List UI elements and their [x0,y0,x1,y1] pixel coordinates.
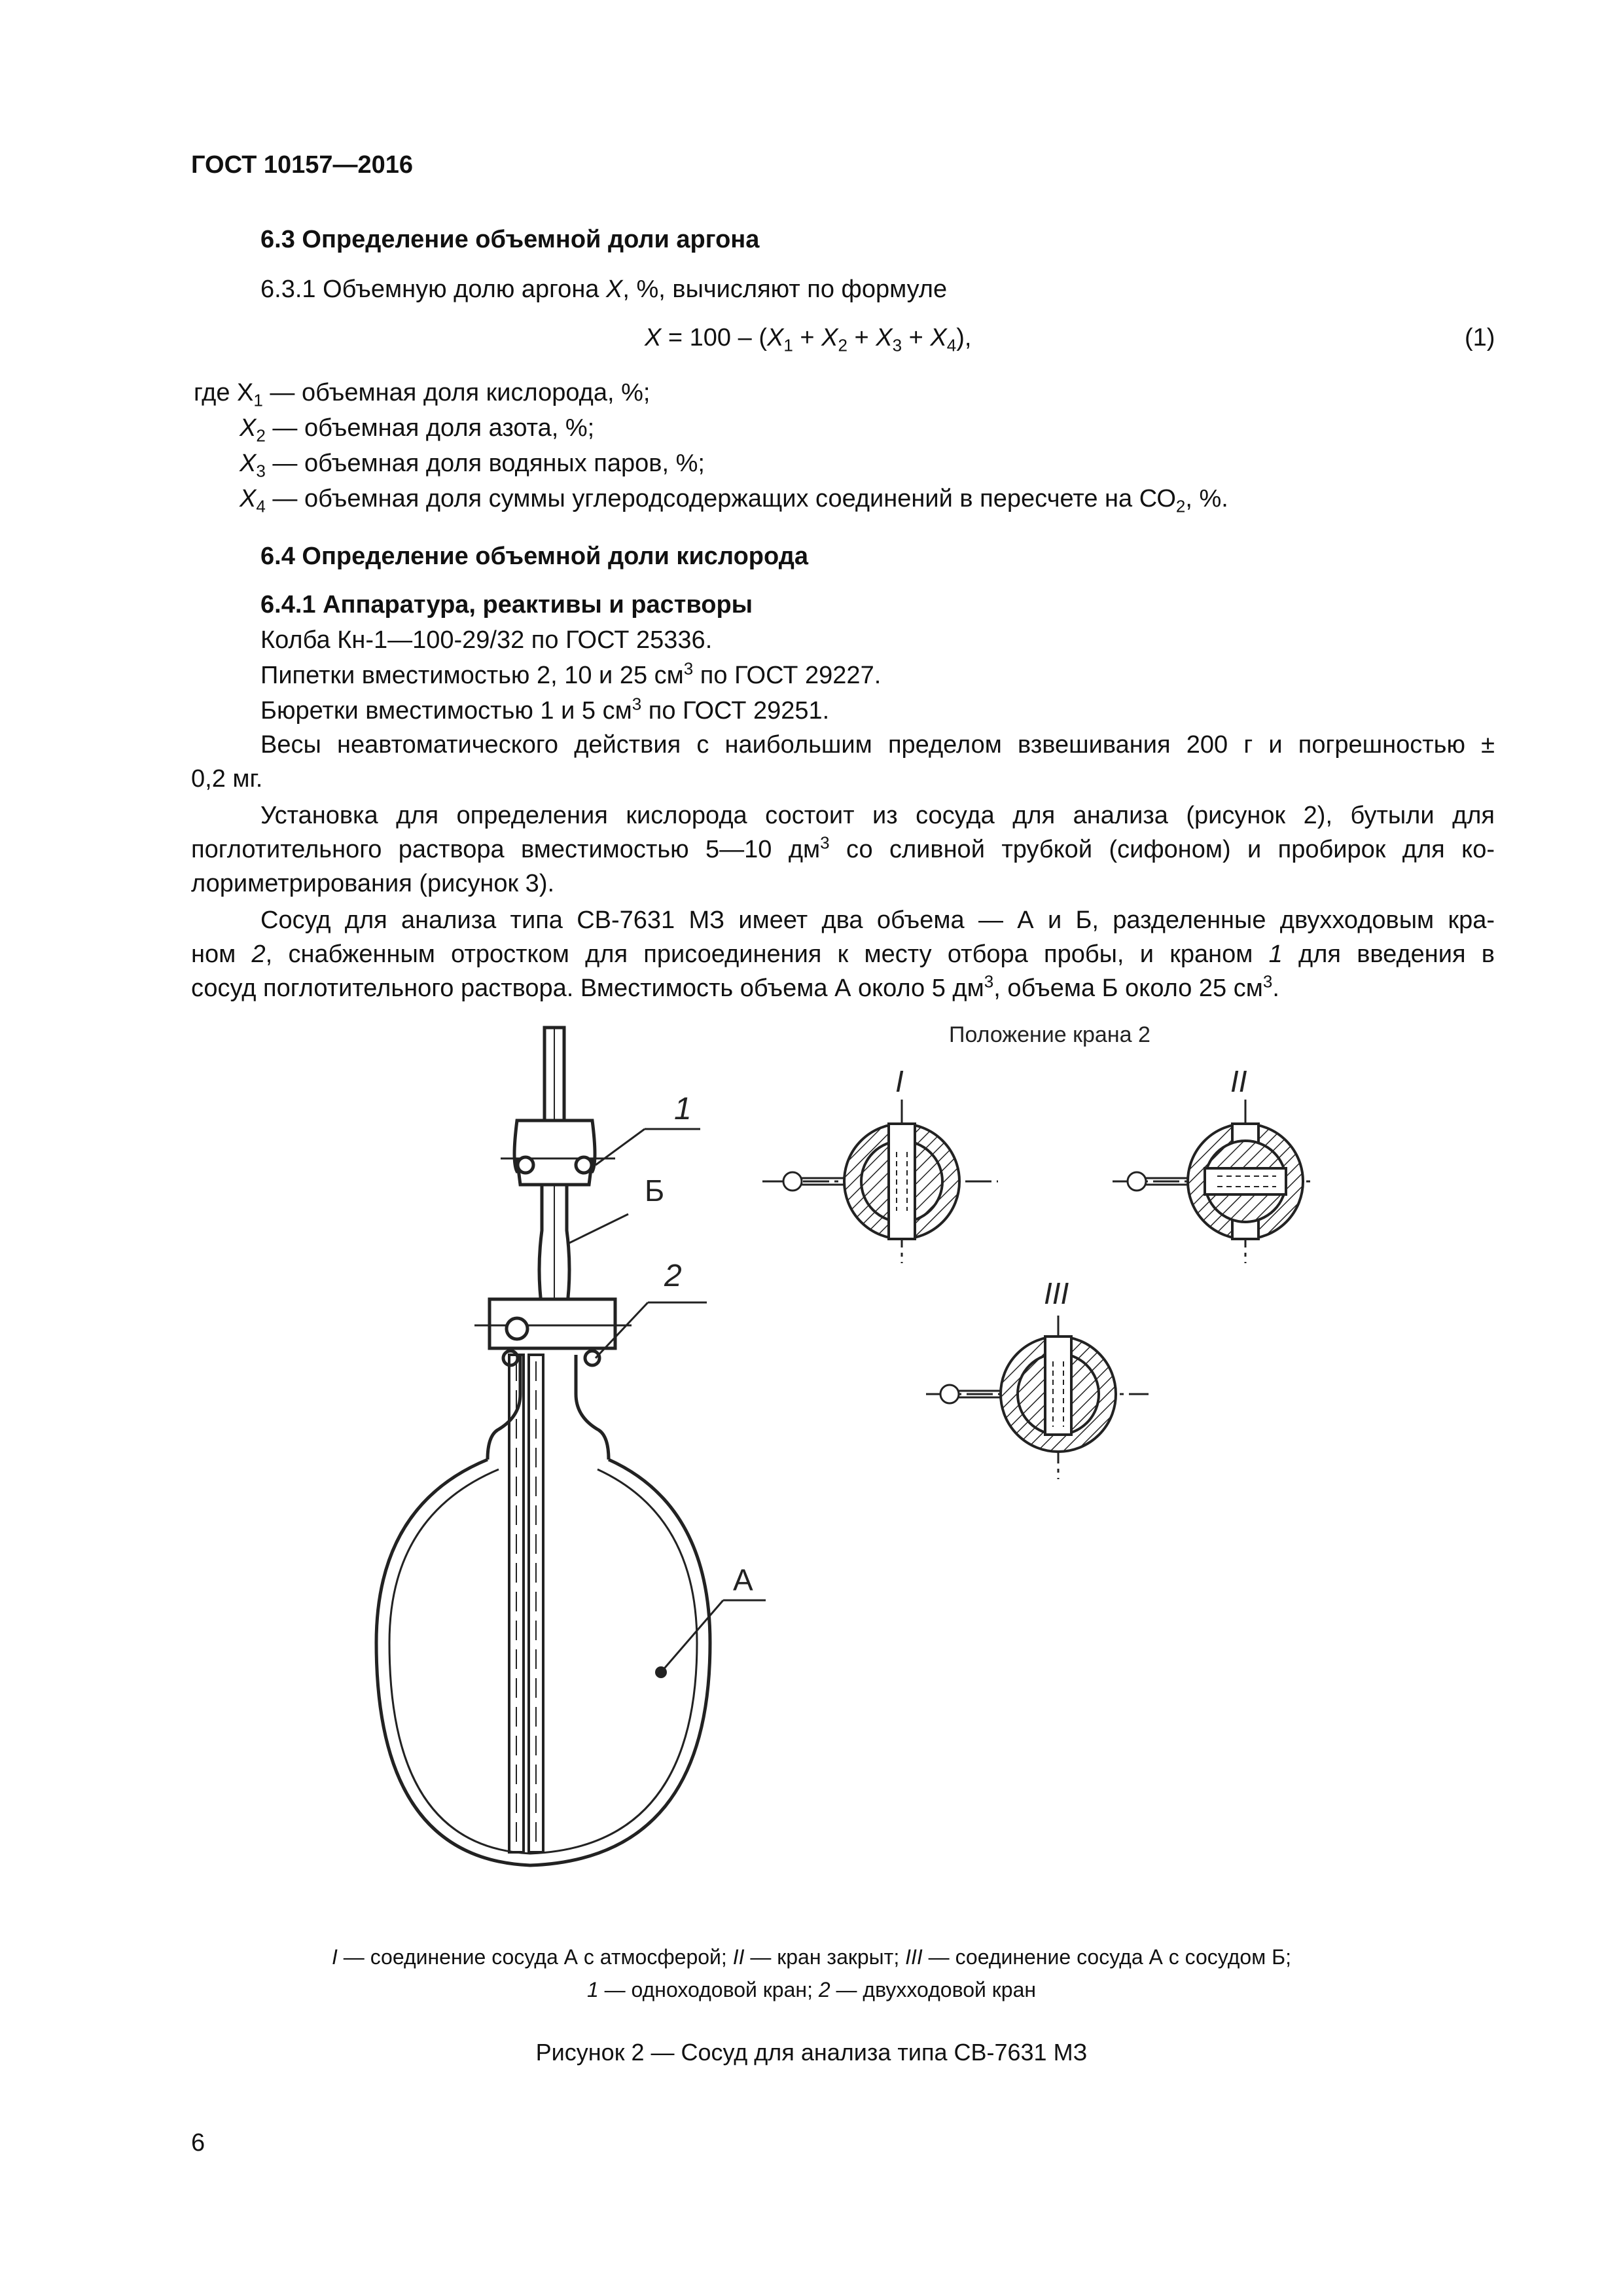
section-heading-6-4: 6.4 Определение объемной доли кислорода [260,543,808,570]
definition-x1: где $X_1$ — объемная доля кислорода, %; [194,379,651,410]
figure-legend-line1: I — соединение сосуда А с атмосферой; II — кран закрыт; III — соединение сосуда А с сосудом Б; [332,1945,1291,1969]
formula-number: (1) [1465,324,1495,351]
figure-legend-line2: 1 — одноходовой кран; 2 — двухходовой кран [586,1978,1037,2001]
page-number: 6 [191,2129,205,2157]
setup-line3: лориметрирования (рисунок 3). [191,870,555,897]
equipment-scales-line1: Весы неавтоматического действия с наибольшим пределом взвешивания 200 г и погрешностью ± [260,731,1495,759]
setup-line1: Установка для определения кислорода состоит из сосуда для анализа (рисунок 2), бутыли для [260,802,1495,829]
vessel-line1: Сосуд для анализа типа СВ-7631 МЗ имеет два объема — А и Б, разделенные двухходовым кра- [260,906,1495,934]
paragraph-6-3-1: 6.3.1 Объемную долю аргона X, %, вычисляют по формуле [260,276,948,303]
figure-caption: Рисунок 2 — Сосуд для анализа типа СВ-7631 МЗ [535,2039,1088,2066]
label-1: 1 [674,1092,692,1126]
equipment-flask: Колба Кн-1—100-29/32 по ГОСТ 25336. [260,626,713,654]
definition-x4: $X_4$ — объемная доля суммы углеродсодержащих соединений в пересчете на $СО_2$, %. [240,485,1228,516]
label-A: А [733,1563,753,1597]
label-2: 2 [664,1259,682,1293]
definition-x2: $X_2$ — объемная доля азота, %; [240,414,595,446]
valve-position-I [762,1100,998,1263]
section-heading-6-3: 6.3 Определение объемной доли аргона [260,226,760,253]
equipment-burettes: Бюретки вместимостью 1 и 5 $см^3$ по ГОСТ 29251. [260,694,830,725]
equipment-pipettes: Пипетки вместимостью 2, 10 и 25 $см^3$ по ГОСТ 29227. [260,658,882,689]
valve-position-II [1113,1100,1315,1263]
formula-1: $X = 100 - (X_1 + X_2 + X_3 + X_4)$, [645,324,972,355]
position-II: II [1230,1064,1247,1098]
label-B: Б [645,1174,665,1208]
position-III: III [1044,1276,1069,1310]
setup-line2: поглотительного раствора вместимостью 5—10 $дм^3$ со сливной трубкой (сифоном) и пробирок для ко- [191,833,1495,863]
vessel-drawing [376,1028,710,1865]
vessel-line3: сосуд поглотительного раствора. Вместимость объема А около 5 $дм^3$, объема Б около 25 $см^3$. [191,971,1279,1002]
valve-position-III [926,1316,1149,1479]
position-I: I [895,1064,904,1098]
section-heading-6-4-1: 6.4.1 Аппаратура, реактивы и растворы [260,591,753,619]
equipment-scales-line2: 0,2 мг. [191,765,263,793]
definition-x3: $X_3$ — объемная доля водяных паров, %; [240,450,705,481]
positions-title: Положение крана 2 [949,1022,1150,1047]
document-code: ГОСТ 10157—2016 [191,151,414,179]
vessel-line2: ном 2, снабженным отростком для присоединения к месту отбора пробы, и краном 1 для введения в [191,941,1495,968]
